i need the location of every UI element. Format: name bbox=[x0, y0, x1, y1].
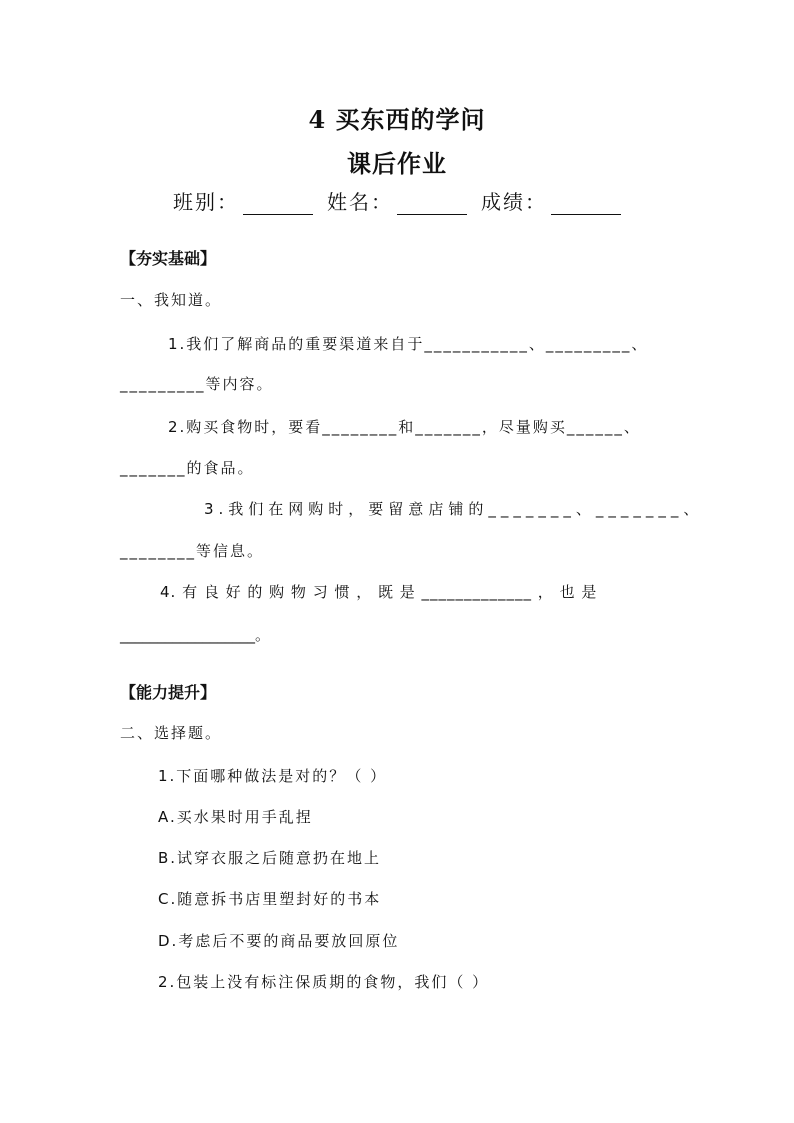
class-label: 班别： bbox=[173, 190, 239, 214]
score-field[interactable] bbox=[481, 186, 621, 215]
section-heading-advanced: 【能力提升】 bbox=[120, 683, 217, 702]
part-one-heading: 一、我知道。 bbox=[120, 291, 223, 309]
question-4-line-1: 4. 有 良 好 的 购 物 习 惯 ， 既 是 _____________ ， 也 是 bbox=[160, 583, 598, 601]
choice-option-c: C.随意拆书店里塑封好的书本 bbox=[158, 890, 382, 908]
class-blank[interactable] bbox=[243, 192, 313, 215]
choice-question-2: 2.包装上没有标注保质期的食物，我们（ ） bbox=[158, 973, 490, 991]
question-2-line-2: _______的食品。 bbox=[120, 459, 255, 477]
class-field[interactable] bbox=[173, 186, 313, 215]
page-subtitle: 课后作业 bbox=[347, 149, 447, 178]
part-two-heading: 二、选择题。 bbox=[120, 724, 223, 742]
name-label: 姓名： bbox=[327, 190, 393, 214]
score-blank[interactable] bbox=[551, 192, 621, 215]
question-1-line-1: 1.我们了解商品的重要渠道来自于___________、_________、 bbox=[168, 335, 649, 353]
name-field[interactable] bbox=[327, 186, 467, 215]
choice-question-1: 1.下面哪种做法是对的？（ ） bbox=[158, 767, 388, 785]
question-1-line-2: _________等内容。 bbox=[120, 375, 274, 393]
name-blank[interactable] bbox=[397, 192, 467, 215]
student-info-row bbox=[0, 186, 794, 215]
question-3-line-2: ________等信息。 bbox=[120, 542, 265, 560]
question-3-line-1: 3.我们在网购时，要留意店铺的_______、_______、 bbox=[204, 500, 704, 518]
choice-option-d: D.考虑后不要的商品要放回原位 bbox=[158, 932, 400, 950]
question-4-line-2: __________________。 bbox=[120, 626, 271, 644]
question-2-line-1: 2.购买食物时，要看________和_______，尽量购买______、 bbox=[168, 418, 641, 436]
page-title: 4 买东西的学问 bbox=[308, 105, 486, 134]
choice-option-a: A.买水果时用手乱捏 bbox=[158, 808, 313, 826]
choice-option-b: B.试穿衣服之后随意扔在地上 bbox=[158, 849, 382, 867]
section-heading-basics: 【夯实基础】 bbox=[120, 249, 217, 268]
score-label: 成绩： bbox=[481, 190, 547, 214]
